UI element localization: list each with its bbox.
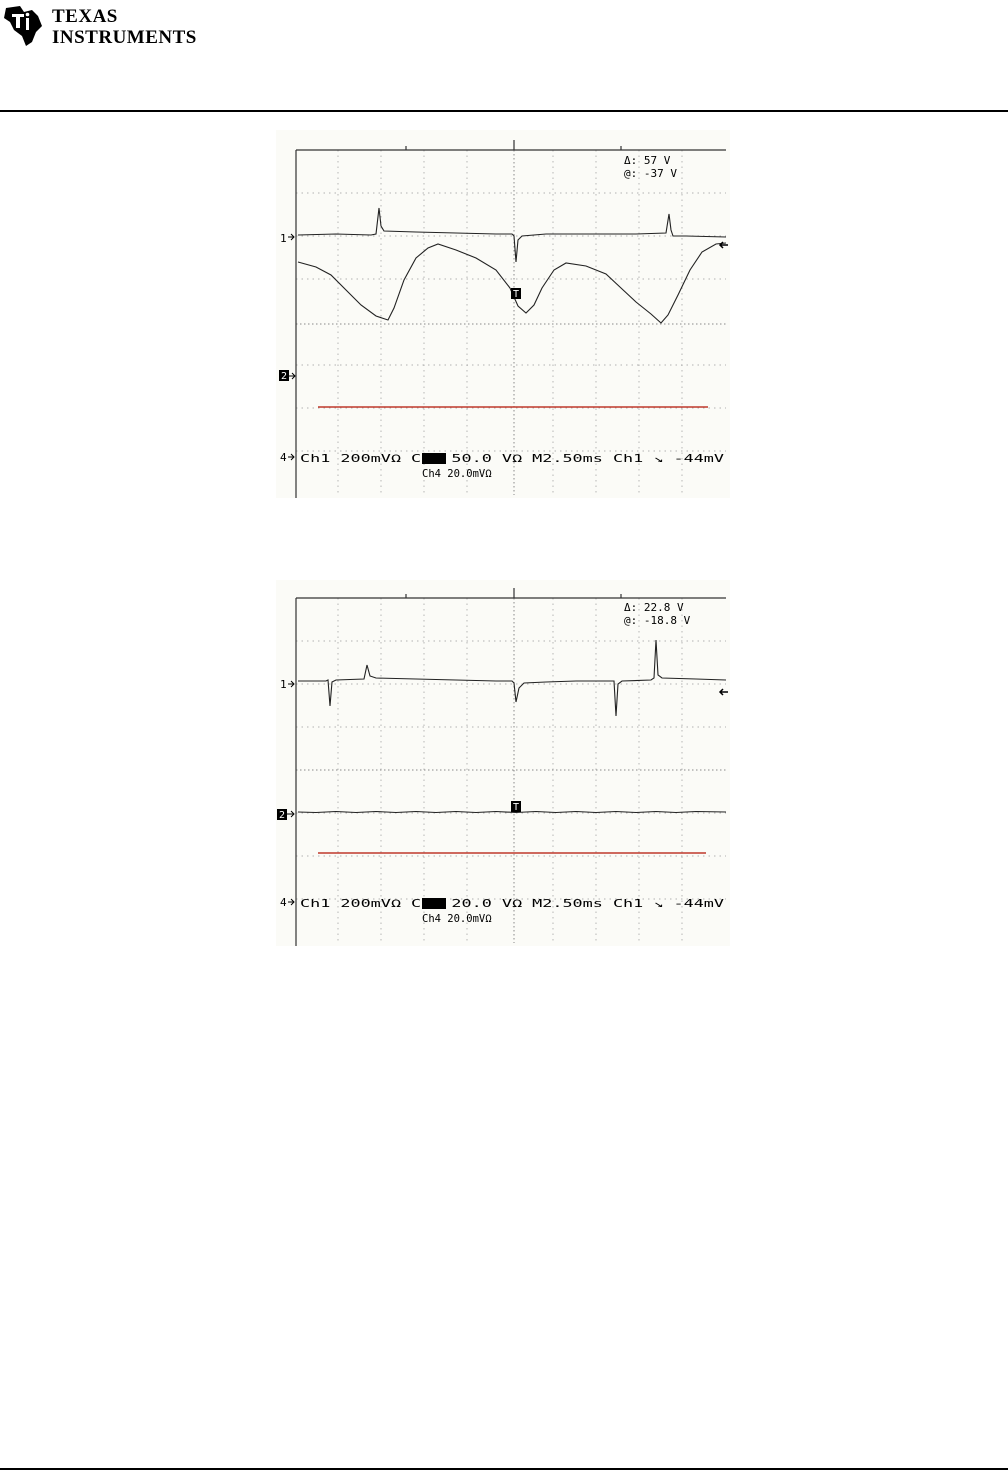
company-name-line1: TEXAS (52, 6, 118, 27)
oscilloscope-capture-2 (276, 580, 730, 946)
header-rule (0, 110, 1008, 112)
page-header (0, 0, 1008, 112)
scope-1-display (276, 130, 730, 498)
ti-logo-icon (2, 2, 46, 48)
scope-1-status-line2: Ch4 20.0mVΩ (422, 468, 492, 480)
company-name-line2: INSTRUMENTS (52, 27, 197, 48)
scope-2-marker-ch4: 4 (280, 896, 287, 909)
oscilloscope-capture-1 (276, 130, 730, 498)
scope-2-cursor-delta: Δ: 22.8 V (624, 601, 684, 614)
scope-1-trigger-marker: T (513, 289, 520, 300)
scope-2-display (276, 580, 730, 946)
scope-2-status-line1: Ch1 200mVΩ Ch2 20.0 VΩ M2.50ms Ch1 ↘ -44mV (300, 898, 726, 910)
scope-2-trigger-marker: T (513, 802, 520, 813)
scope-1-cursor-delta: Δ: 57 V (624, 154, 671, 167)
scope-2-status-line2: Ch4 20.0mVΩ (422, 913, 492, 925)
footer-rule (0, 1468, 1008, 1470)
scope-1-marker-ch1: 1 (280, 232, 287, 245)
scope-2-marker-ch1: 1 (280, 678, 287, 691)
company-name (52, 6, 197, 48)
scope-2-cursor-at: @: -18.8 V (624, 614, 691, 627)
scope-2-marker-ch2: 2 (279, 810, 286, 821)
scope-1-cursor-at: @: -37 V (624, 167, 677, 180)
scope-1-status-line1: Ch1 200mVΩ Ch2 50.0 VΩ M2.50ms Ch1 ↘ -44mV (300, 453, 726, 465)
ti-logo (2, 2, 202, 52)
scope-1-marker-ch2: 2 (281, 371, 288, 382)
scope-1-marker-ch4: 4 (280, 451, 287, 464)
